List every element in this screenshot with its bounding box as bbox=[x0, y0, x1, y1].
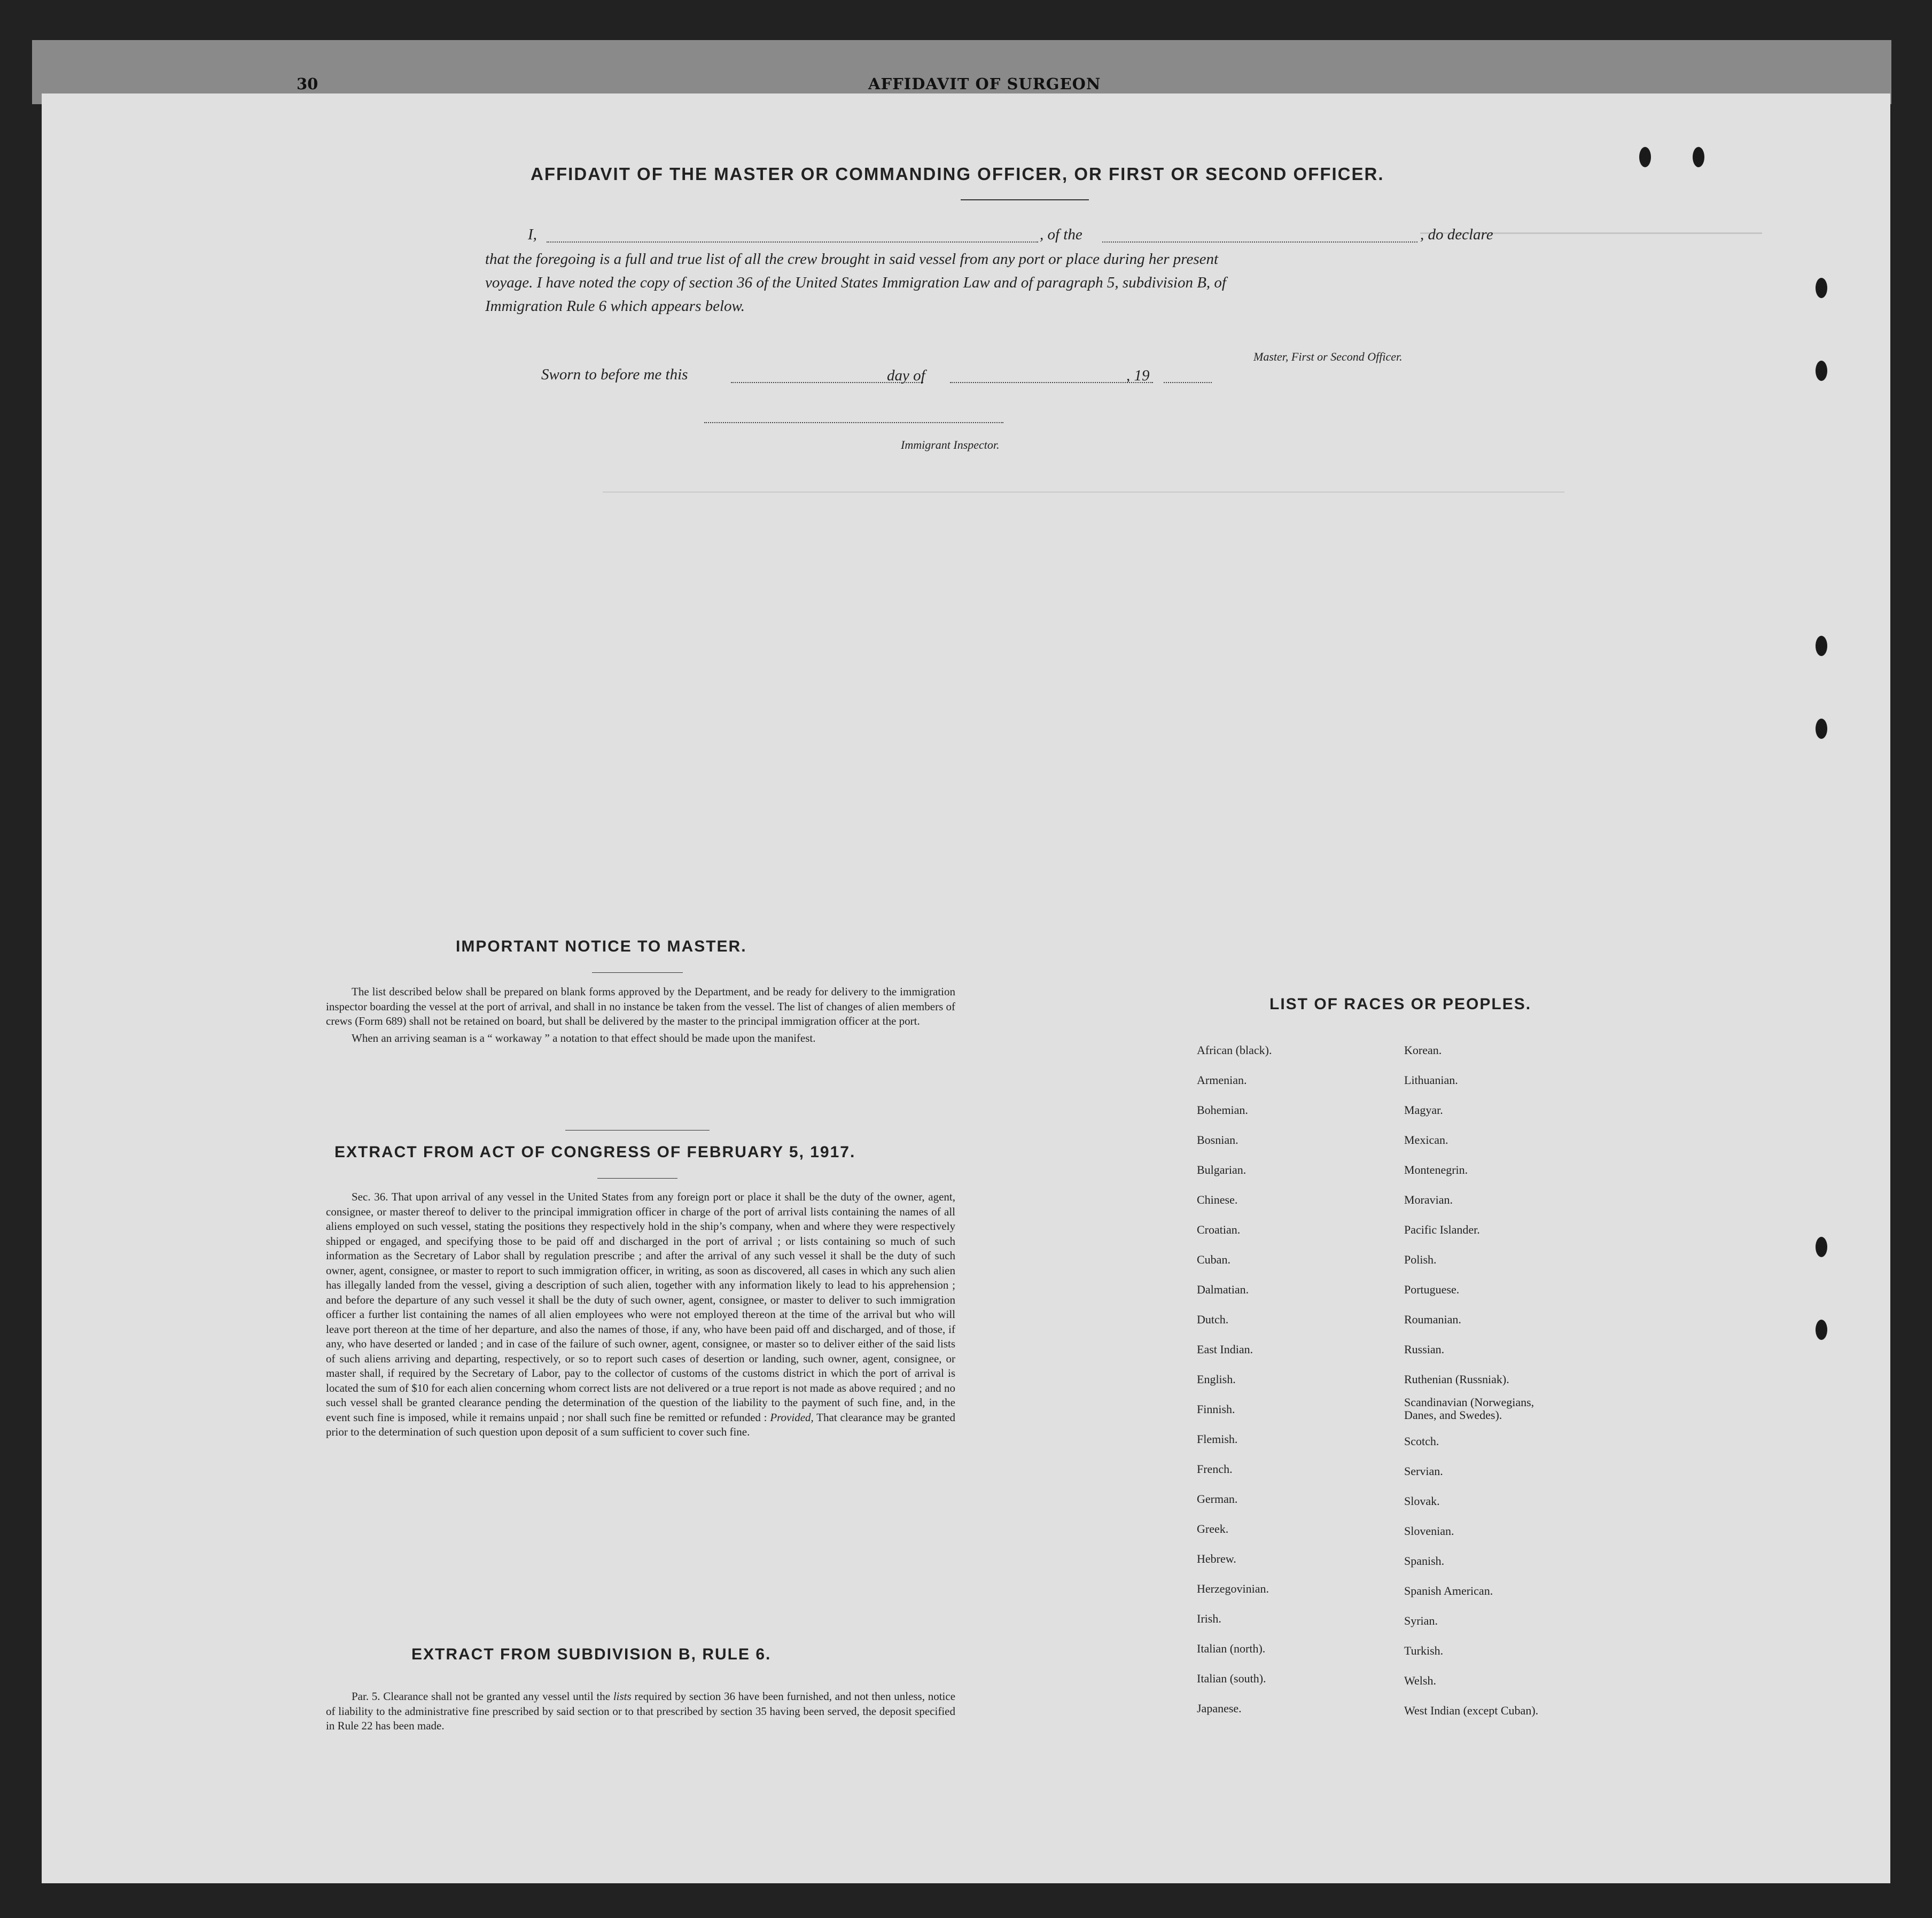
race-item: Dalmatian. bbox=[1197, 1283, 1249, 1296]
rule-body-b: required by section 36 have been furnished, and not then unless, notice of liability to the administrative fine prescribed by said section or to that prescribed by section 35 having been served, the deposit specified in Rule 22 has been made. bbox=[326, 1690, 956, 1732]
act-extract-text bbox=[326, 1190, 955, 1440]
race-item: Bulgarian. bbox=[1197, 1163, 1247, 1176]
act-extract-title: EXTRACT FROM ACT OF CONGRESS OF FEBRUARY 5, 1917. bbox=[334, 1143, 856, 1161]
race-item: Turkish. bbox=[1404, 1644, 1444, 1657]
races-title: LIST OF RACES OR PEOPLES. bbox=[1269, 995, 1532, 1013]
race-item: Magyar. bbox=[1404, 1103, 1443, 1117]
rule-body-a: Clearance shall not be granted any vessel until the bbox=[383, 1690, 613, 1703]
race-item: Flemish. bbox=[1197, 1432, 1238, 1446]
provided-word: Provided, bbox=[770, 1410, 814, 1424]
day-of-text: day of bbox=[887, 367, 925, 384]
lists-word: lists bbox=[613, 1690, 632, 1703]
binder-hole bbox=[1816, 719, 1827, 739]
race-item: Bohemian. bbox=[1197, 1103, 1248, 1117]
inspector-signature-blank bbox=[704, 422, 1003, 423]
race-item: Moravian. bbox=[1404, 1193, 1453, 1206]
race-item: Croatian. bbox=[1197, 1223, 1241, 1236]
race-item: Montenegrin. bbox=[1404, 1163, 1468, 1176]
affidavit-of-the: , of the bbox=[1040, 226, 1082, 243]
race-item: Cuban. bbox=[1197, 1253, 1230, 1266]
notice-paragraph-2: When an arriving seaman is a “ workaway ” a notation to that effect should be made upon the manifest. bbox=[352, 1031, 816, 1044]
sworn-text: Sworn to before me this bbox=[541, 366, 688, 383]
affidavit-line-3: voyage. I have noted the copy of section 36 of the United States Immigration Law and of paragraph 5, subdivision B, of bbox=[485, 274, 1226, 291]
section-body-end: That clearance may be granted prior to the determination of such question upon deposit of a sum sufficient to cover such fine. bbox=[326, 1410, 955, 1438]
race-item: English. bbox=[1197, 1373, 1236, 1386]
rule-extract-text bbox=[326, 1689, 955, 1734]
race-item: Ruthenian (Russniak). bbox=[1404, 1373, 1509, 1386]
race-item: Roumanian. bbox=[1404, 1313, 1461, 1326]
race-item: Spanish American. bbox=[1404, 1584, 1493, 1597]
race-item: Finnish. bbox=[1197, 1402, 1235, 1416]
race-item: German. bbox=[1197, 1492, 1238, 1506]
affidavit-i: I, bbox=[528, 226, 537, 243]
notice-paragraph-1: The list described below shall be prepared on blank forms approved by the Department, and be ready for delivery to the immigration inspector boarding the vessel at the port of arrival, and shall in no instance be taken from the vessel. The list of changes of alien members of crews (Form 689) shall not be retained on board, but shall be delivered by the master to the principal immigration officer at the port. bbox=[326, 985, 955, 1027]
race-item: Armenian. bbox=[1197, 1073, 1247, 1087]
race-item: Scotch. bbox=[1404, 1434, 1439, 1448]
paragraph-label: Par. 5. bbox=[352, 1690, 380, 1703]
binder-hole bbox=[1816, 1320, 1827, 1340]
race-item: Syrian. bbox=[1404, 1614, 1438, 1627]
race-item: Welsh. bbox=[1404, 1674, 1436, 1687]
binder-hole bbox=[1816, 636, 1827, 656]
race-item: Irish. bbox=[1197, 1612, 1221, 1625]
race-item: Lithuanian. bbox=[1404, 1073, 1458, 1087]
vessel-blank bbox=[1102, 241, 1417, 243]
race-item: Dutch. bbox=[1197, 1313, 1229, 1326]
month-blank bbox=[950, 382, 1153, 383]
race-item: Polish. bbox=[1404, 1253, 1437, 1266]
divider bbox=[597, 1178, 677, 1179]
race-item: Korean. bbox=[1404, 1043, 1442, 1057]
race-item: Japanese. bbox=[1197, 1702, 1242, 1715]
race-item: East Indian. bbox=[1197, 1343, 1253, 1356]
rule-extract-title: EXTRACT FROM SUBDIVISION B, RULE 6. bbox=[411, 1646, 772, 1663]
notice-text bbox=[326, 985, 955, 1046]
name-blank bbox=[547, 241, 1038, 243]
race-item: Greek. bbox=[1197, 1522, 1229, 1535]
inspector-label: Immigrant Inspector. bbox=[901, 438, 1000, 451]
affidavit-do-declare: , do declare bbox=[1420, 226, 1493, 243]
binder-hole bbox=[1816, 1237, 1827, 1257]
section-label: Sec. 36. bbox=[352, 1190, 388, 1203]
race-item: Bosnian. bbox=[1197, 1133, 1238, 1147]
race-item: Portuguese. bbox=[1404, 1283, 1460, 1296]
race-item: Mexican. bbox=[1404, 1133, 1448, 1147]
race-item: West Indian (except Cuban). bbox=[1404, 1704, 1539, 1717]
race-item: Italian (south). bbox=[1197, 1672, 1266, 1685]
year-text: , 19 bbox=[1126, 367, 1150, 384]
race-item: African (black). bbox=[1197, 1043, 1272, 1057]
divider bbox=[961, 199, 1089, 200]
race-item: Chinese. bbox=[1197, 1193, 1238, 1206]
race-item: Spanish. bbox=[1404, 1554, 1445, 1568]
race-item: Hebrew. bbox=[1197, 1552, 1236, 1565]
binder-hole bbox=[1639, 147, 1651, 167]
bleed-through-mark bbox=[603, 492, 1564, 493]
affidavit-title: AFFIDAVIT OF THE MASTER OR COMMANDING OFFICER, OR FIRST OR SECOND OFFICER. bbox=[531, 164, 1384, 184]
race-item: Servian. bbox=[1404, 1464, 1443, 1478]
strip-title: AFFIDAVIT OF SURGEON bbox=[868, 75, 1101, 93]
binder-hole bbox=[1816, 278, 1827, 298]
race-item: Slovak. bbox=[1404, 1494, 1440, 1508]
race-item: Scandinavian (Norwegians, Danes, and Swedes). bbox=[1404, 1395, 1534, 1422]
binder-hole bbox=[1693, 147, 1704, 167]
affidavit-line-2: that the foregoing is a full and true list of all the crew brought in said vessel from any port or place during her present bbox=[485, 251, 1219, 268]
race-item: Herzegovinian. bbox=[1197, 1582, 1269, 1595]
affidavit-line-4: Immigration Rule 6 which appears below. bbox=[485, 298, 745, 315]
divider bbox=[592, 972, 683, 973]
master-signature-label: Master, First or Second Officer. bbox=[1253, 350, 1403, 363]
race-item: Slovenian. bbox=[1404, 1524, 1454, 1538]
notice-title: IMPORTANT NOTICE TO MASTER. bbox=[456, 938, 747, 955]
race-item: Russian. bbox=[1404, 1343, 1445, 1356]
page-number: 30 bbox=[297, 75, 318, 93]
race-item: Pacific Islander. bbox=[1404, 1223, 1480, 1236]
race-item: French. bbox=[1197, 1462, 1233, 1476]
document-page bbox=[42, 93, 1890, 1883]
year-blank bbox=[1164, 382, 1212, 383]
binder-hole bbox=[1816, 361, 1827, 381]
race-item: Italian (north). bbox=[1197, 1642, 1266, 1655]
section-body: That upon arrival of any vessel in the United States from any foreign port or place it shall be the duty of the owner, agent, consignee, or master thereof to deliver to the principal immigration officer in charge of the port of arrival lists containing the names of all aliens employed on such vessel, stating the positions they respectively hold in the ship’s company, when and where they were respectively shipped or engaged, and specifying those to be paid off and discharged in the port of arrival ; or lists containing so much of such information as the Secretary of Labor shall by regulation prescribe ; and after the arrival of any such vessel it shall be the duty of such owner, agent, consignee, or master to report to such immigration officer, in writing, as soon as discovered, all cases in which any such alien has illegally landed from the vessel, giving a description of such alien, together with any information likely to lead to his apprehension ; and before the departure of any such vessel it shall be the duty of such owner, agent, consignee, or master to deliver to such immigration officer a further list containing the names of all alien employees who were not employed thereon at the time of the arrival but who will leave port thereon at the time of her departure, and also the names of those, if any, who have been paid off and discharged, and of those, if any, who have deserted or landed ; and in case of the failure of such owner, agent, consignee, or master so to deliver either of the said lists of such aliens arriving and departing, respectively, or so to report such cases of desertion or landing, such owner, agent, consignee, or master shall, if required by the Secretary of Labor, pay to the collector of customs of the customs district in which the port of arrival is located the sum of $10 for each alien concerning whom correct lists are not delivered or a true report is not made as above required ; and no such vessel shall be granted clearance pending the determination of the question of the liability to the payment of such fine, and, in the event such fine is imposed, while it remains unpaid ; nor shall such fine be remitted or refunded : bbox=[326, 1190, 956, 1424]
